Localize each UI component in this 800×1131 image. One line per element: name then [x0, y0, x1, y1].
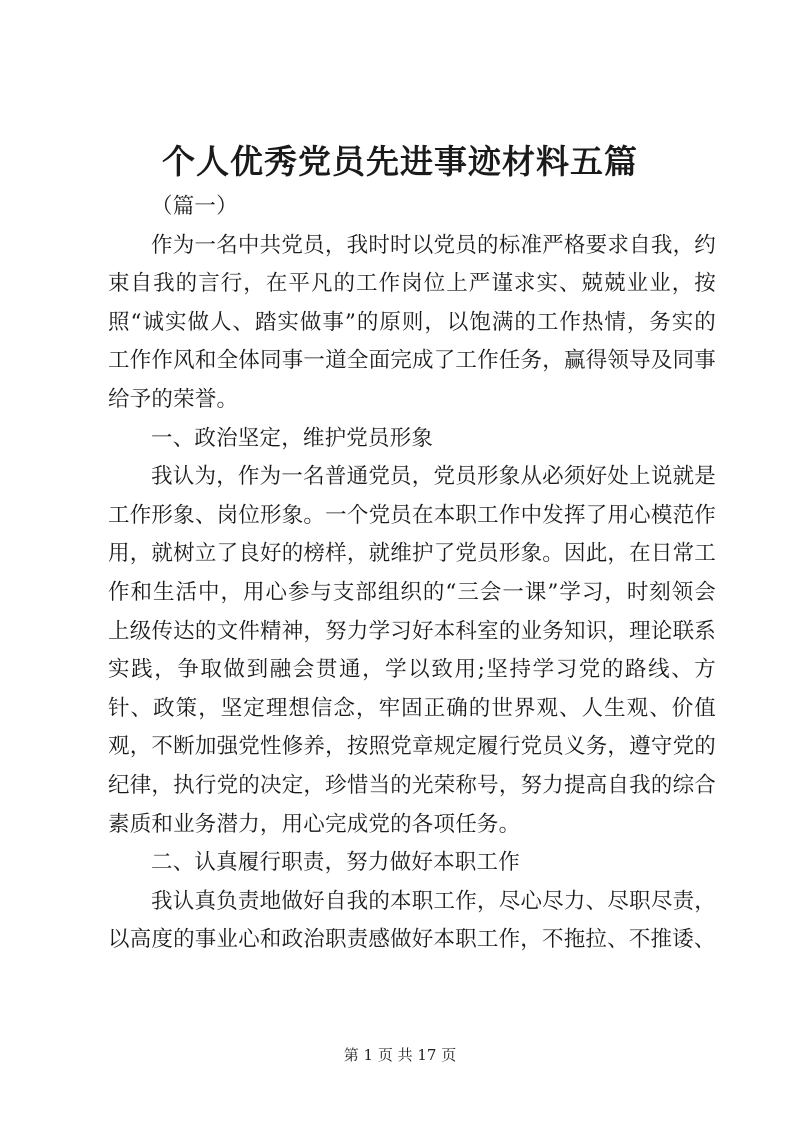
section-heading-1: 一、政治坚定，维护党员形象	[151, 425, 434, 451]
document-body	[108, 188, 716, 960]
page-number-footer: 第 1 页 共 17 页	[343, 1046, 457, 1064]
chapter-label: （篇一）	[151, 194, 238, 219]
section-heading-2: 二、认真履行职责，努力做好本职工作	[151, 850, 520, 876]
paragraph-section-2: 我认真负责地做好自我的本职工作，尽心尽力、尽职尽责，以高度的事业心和政治职责感做好本职工作，不拖拉、不推诿、	[108, 888, 716, 953]
paragraph-section-1: 我认为，作为一名普通党员，党员形象从必须好处上说就是工作形象、岗位形象。一个党员在本职工作中发挥了用心模范作用，就树立了良好的榜样，就维护了党员形象。因此，在日常工作和生活中，用心参与支部组织的“三会一课”学习，时刻领会上级传达的文件精神，努力学习好本科室的业务知识，理论联系实践，争取做到融会贯通，学以致用;坚持学习党的路线、方针、政策，坚定理想信念，牢固正确的世界观、人生观、价值观，不断加强党性修养，按照党章规定履行党员义务，遵守党的纪律，执行党的决定，珍惜当的光荣称号，努力提高自我的综合素质和业务潜力，用心完成党的各项任务。	[108, 464, 716, 837]
paragraph-intro: 作为一名中共党员，我时时以党员的标准严格要求自我，约束自我的言行，在平凡的工作岗位上严谨求实、兢兢业业，按照“诚实做人、踏实做事”的原则，以饱满的工作热情，务实的工作作风和全体同事一道全面完成了工作任务，赢得领导及同事给予的荣誉。	[108, 232, 716, 412]
page-title: 个人优秀党员先进事迹材料五篇	[162, 142, 638, 181]
